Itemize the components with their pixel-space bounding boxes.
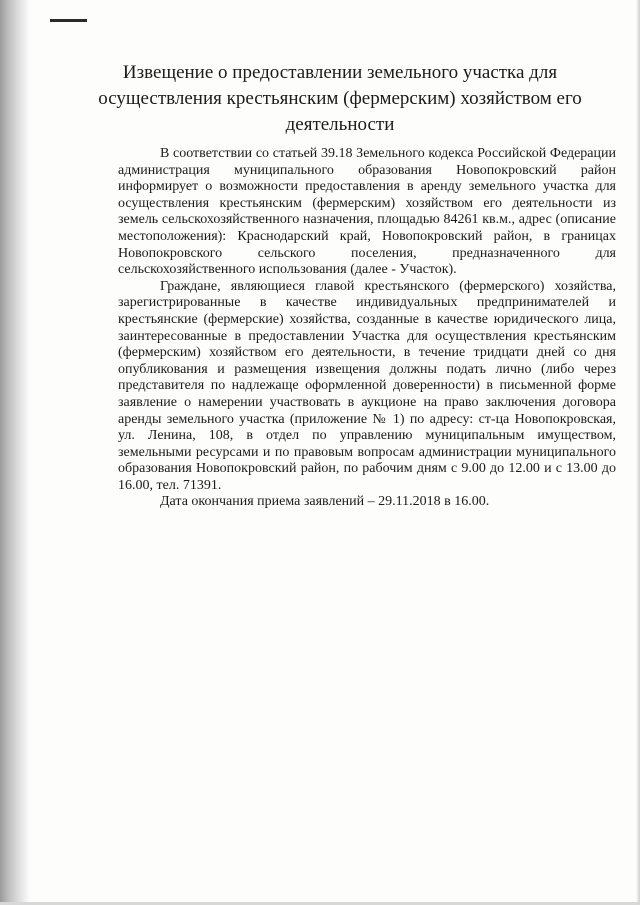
paragraph-deadline: Дата окончания приема заявлений – 29.11.2018 в 16.00. (160, 494, 490, 510)
paragraph-application-terms: Граждане, являющиеся главой крестьянского (фермерского) хозяйства, зарегистрированные в качестве индивидуальных предпринимателей и крестьянские (фермерские) хозяйства, созданные в качестве юридического лица, заинтересованные в предоставлении Участка для осуществления крестьянским (фермерским) хозяйством его деятельности, в течение тридцати дней со дня опубликования и размещения извещения должны подать лично (либо через представителя по надлежаще оформленной доверенности) в письменной форме заявление о намерении участвовать в аукционе на право заключения договора аренды земельного участка (приложение № 1) по адресу: ст-ца Новопокровская, ул. Ленина, 108, в отдел по управлению муниципальным имуществом, земельными ресурсами и по правовым вопросам администрации муниципального образования Новопокровский район, по рабочим дням с 9.00 до 12.00 и с 13.00 до 16.00, тел. 71391. (118, 278, 616, 493)
paragraph-intro: В соответствии со статьей 39.18 Земельного кодекса Российской Федерации администрация муниципального образования Новопокровский район информирует о возможности предоставления в аренду земельного участка для осуществления крестьянским (фермерским) хозяйством его деятельности из земель сельскохозяйственного назначения, площадью 84261 кв.м., адрес (описание местоположения): Краснодарский край, Новопокровский район, в границах Новопокровского сельского поселения, предназначенного для сельскохозяйственного использования (далее - Участок). (118, 146, 616, 278)
scan-shadow-left (0, 0, 30, 905)
document-title: Извещение о предоставлении земельного участка для осуществления крестьянским (фермерским) хозяйством его деятельности (98, 62, 582, 135)
document-body (118, 146, 616, 511)
scan-edge-right (636, 0, 640, 905)
scan-mark (50, 19, 87, 22)
